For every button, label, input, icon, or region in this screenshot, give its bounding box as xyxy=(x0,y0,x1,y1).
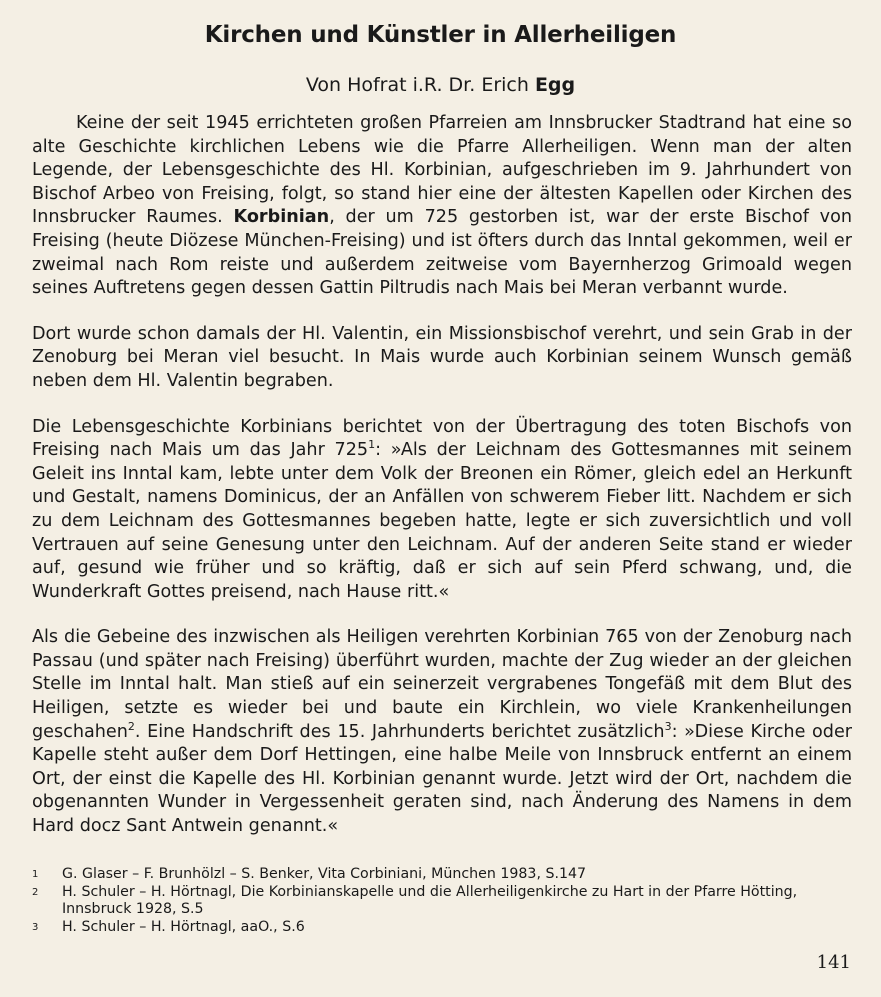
paragraph-4 xyxy=(32,626,852,838)
paragraph-1-text-a: Keine der seit 1945 errichteten großen Pfarreien am Innsbrucker Stadtrand hat eine so alte Geschichte kirchlichen Lebens wie die Pfarre Allerheiligen. Wenn man der alten Legende, der Lebensgeschichte des Hl. Korbinian, aufgeschrieben im 9. Jahrhundert von Bischof Arbeo von Freising, folgt, so stand hier eine der ältesten Kapellen oder Kirchen des Innsbrucker Raumes. xyxy=(32,113,852,228)
article-title: Kirchen und Künstler in Allerheiligen xyxy=(204,22,677,48)
paragraph-3-text-b: : »Als der Leichnam des Gottesmannes mit seinem Geleit ins Inntal kam, lebte unter dem Volk der Breonen ein Römer, gleich edel an Herkunft und Gestalt, namens Dominicus, der an Anfällen von schwerem Fieber litt. Nachdem er sich zu dem Leichnam des Gottesmannes begeben hatte, legte er sich zuversichtlich und voll Vertrauen auf seine Genesung unter den Leichnam. Auf der anderen Seite stand er wieder auf, gesund wie früher und so kräftig, daß er sich auf sein Pferd schwang, und, die Wunderkraft Gottes preisend, nach Hause ritt.« xyxy=(32,440,852,602)
footnote-2-text: H. Schuler – H. Hörtnagl, Die Korbinianskapelle und die Allerheiligenkirche zu Hart in der Pfarre Hötting, Innsbruck 1928, S.5 xyxy=(62,883,798,917)
author-prefix: Von Hofrat i.R. Dr. Erich xyxy=(305,74,529,96)
paragraph-4-text-a: Als die Gebeine des inzwischen als Heiligen verehrten Korbinian 765 von der Zenoburg nach Passau (und später nach Freising) überführt wurden, machte der Zug wieder an der gleichen Stelle im Inntal halt. Man stieß auf ein seinerzeit vergrabenes Tongefäß mit dem Blut des Heiligen, setzte es wieder bei und baute ein Kirchlein, wo viele Krankenheilungen geschahen xyxy=(32,627,852,742)
footnote-ref-3: 3 xyxy=(664,719,672,733)
footnotes xyxy=(32,866,852,936)
paragraph-1 xyxy=(32,112,852,301)
paragraph-4-text-c: : »Diese Kirche oder Kapelle steht außer dem Dorf Hettingen, eine halbe Meile von Innsbruck entfernt an einem Ort, der einst die Kapelle des Hl. Korbinian genannt wurde. Jetzt wird der Ort, nachdem die obgenannten Wunder in Vergessenheit geraten sind, nach Änderung des Namens in dem Hard docz Sant Antwein genannt.« xyxy=(32,721,852,837)
paragraph-4-text-b: . Eine Handschrift des 15. Jahrhunderts berichtet zusätzlich xyxy=(134,721,665,742)
paragraph-1-bold-name: Korbinian xyxy=(233,207,330,228)
page-number: 141 xyxy=(816,952,851,973)
article-body xyxy=(32,112,852,861)
author-line xyxy=(0,74,881,96)
footnote-3 xyxy=(32,919,852,937)
paragraph-1-text-b: , der um 725 gestorben ist, war der erste Bischof von Freising (heute Diözese München-Freising) und ist öfters durch das Inntal gekommen, weil er zweimal nach Rom reiste und außerdem zeitweise vom Bayernherzog Grimoald wegen seines Auftretens gegen dessen Gattin Piltrudis nach Mais bei Meran verbannt wurde. xyxy=(32,207,852,299)
footnote-2 xyxy=(32,884,852,919)
footnote-ref-1: 1 xyxy=(368,438,376,452)
paragraph-3 xyxy=(32,416,852,605)
footnote-3-text: H. Schuler – H. Hörtnagl, aaO., S.6 xyxy=(62,918,305,935)
author-surname: Egg xyxy=(534,74,576,96)
footnote-ref-2: 2 xyxy=(127,719,135,733)
paragraph-2 xyxy=(32,323,852,394)
footnote-1 xyxy=(32,866,852,884)
paragraph-2-text: Dort wurde schon damals der Hl. Valentin, ein Missionsbischof verehrt, und sein Grab in der Zenoburg bei Meran viel besucht. In Mais wurde auch Korbinian seinem Wunsch gemäß neben dem Hl. Valentin begraben. xyxy=(32,323,852,391)
footnote-1-number: 1 xyxy=(32,869,39,880)
footnote-3-number: 3 xyxy=(32,921,39,933)
footnote-1-text: G. Glaser – F. Brunhölzl – S. Benker, Vita Corbiniani, München 1983, S.147 xyxy=(62,866,587,882)
footnote-2-number: 2 xyxy=(32,886,39,898)
paragraph-3-text-a: Die Lebensgeschichte Korbinians berichtet von der Übertragung des toten Bischofs von Freising nach Mais um das Jahr 725 xyxy=(32,416,852,461)
